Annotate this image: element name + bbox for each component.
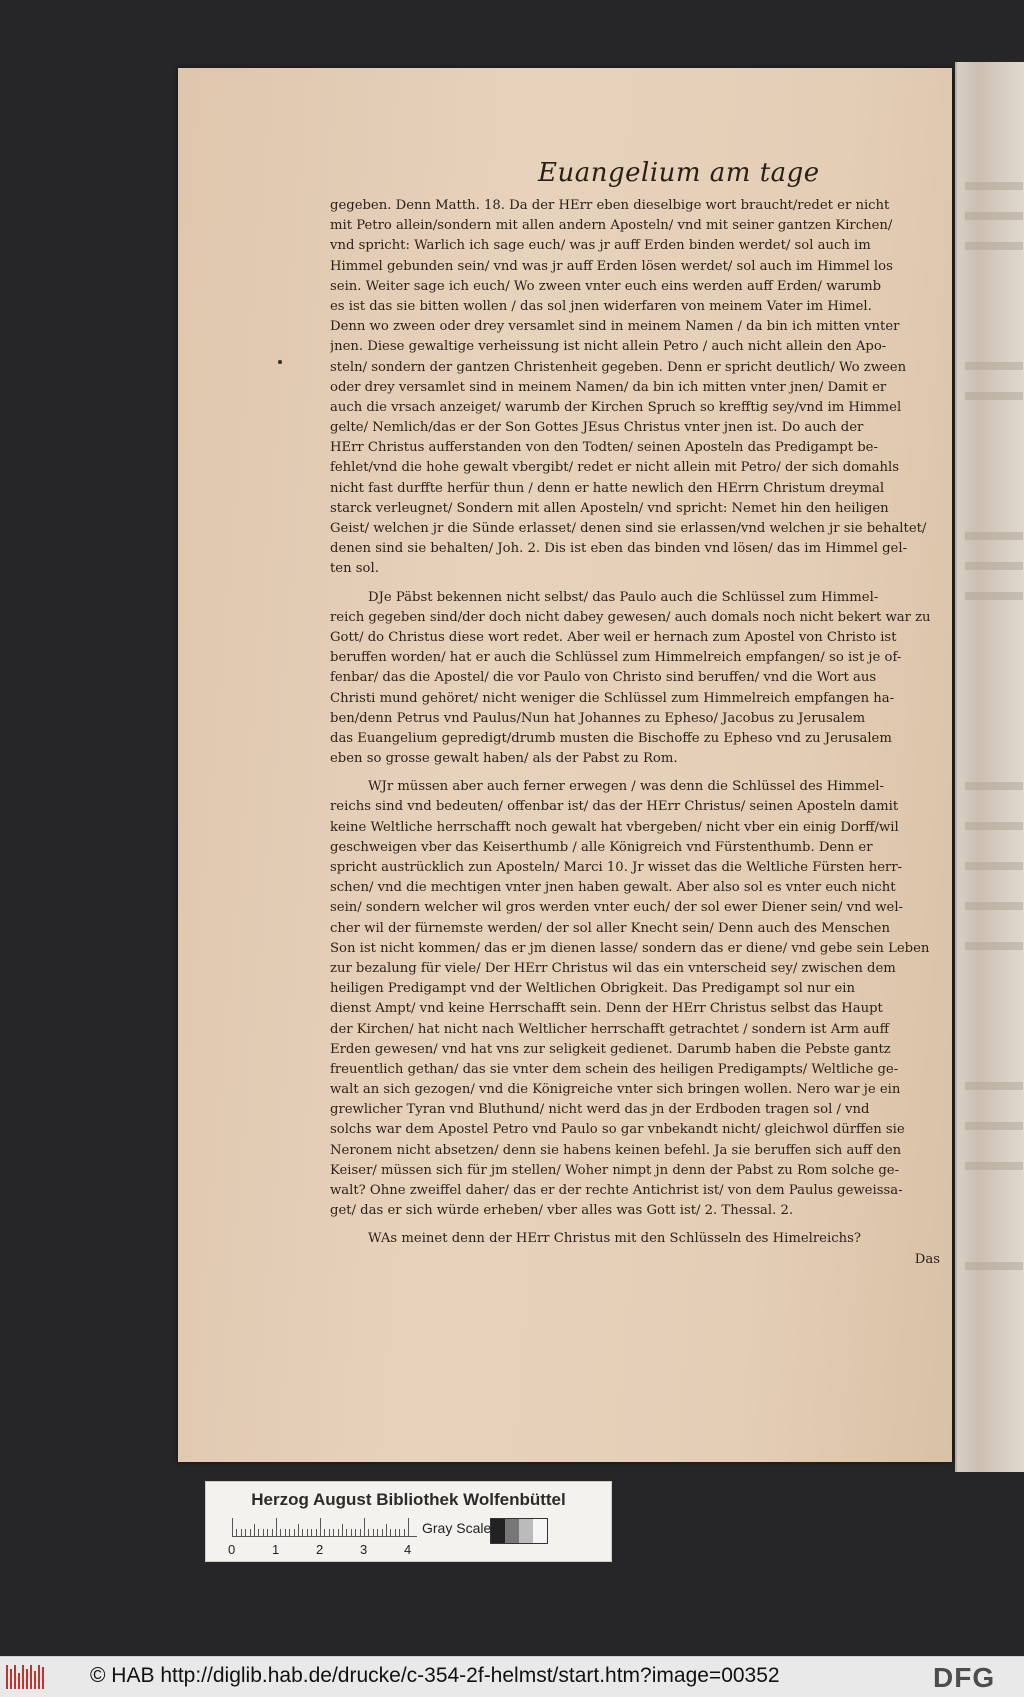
- ruler-number: 1: [272, 1542, 280, 1557]
- text-line: oder drey versamlet sind in meinem Namen/ da bin ich mitten vnter jnen/ Damit er: [330, 379, 887, 395]
- text-line: reichs sind vnd bedeuten/ offenbar ist/ das der HErr Christus/ seinen Aposteln damit: [330, 799, 899, 815]
- ruler-number: 2: [316, 1542, 324, 1557]
- ruler-tick: [311, 1529, 312, 1536]
- text-line: das Euangelium gepredigt/drumb musten die Bischoffe zu Epheso vnd zu Jerusalem: [330, 730, 892, 746]
- ruler-tick: [232, 1518, 233, 1536]
- ruler-tick: [254, 1524, 255, 1536]
- book-page: [178, 68, 952, 1462]
- ruler-number: 0: [228, 1542, 236, 1557]
- text-line: grewlicher Tyran vnd Bluthund/ nicht werd das jn der Erdboden tragen sol / vnd: [330, 1102, 870, 1118]
- ruler-tick: [307, 1529, 308, 1536]
- text-line: gelte/ Nemlich/das er der Son Gottes JEsus Christus vnter jnen ist. Do auch der: [330, 420, 864, 436]
- ruler-tick: [399, 1529, 400, 1536]
- ruler-tick: [324, 1529, 325, 1536]
- text-line: zur bezalung für viele/ Der HErr Christus wil das ein vnterscheid sey/ zwischen dem: [330, 960, 896, 976]
- text-line: mit Petro allein/sondern mit allen andern Aposteln/ vnd mit seiner gantzen Kirchen/: [330, 218, 893, 234]
- gray-swatch: [533, 1519, 547, 1543]
- ruler-tick: [368, 1529, 369, 1536]
- ruler-tick: [298, 1524, 299, 1536]
- ruler-tick: [289, 1529, 290, 1536]
- text-line: ten sol.: [330, 561, 379, 577]
- text-line: Son ist nicht kommen/ das er jm dienen lasse/ sondern das er diene/ vnd gebe sein Leben: [330, 940, 930, 956]
- text-line: Himmel gebunden sein/ vnd was jr auff Erden lösen werdet/ sol auch im Himmel los: [330, 258, 893, 274]
- ruler-tick: [280, 1529, 281, 1536]
- text-line: cher wil der fürnemste werden/ der sol aller Knecht sein/ Denn auch des Menschen: [330, 920, 890, 936]
- library-name: Herzog August Bibliothek Wolfenbüttel: [251, 1490, 566, 1509]
- gray-swatch: [519, 1519, 533, 1543]
- text-line: heiligen Predigampt vnd der Weltlichen Obrigkeit. Das Predigampt sol nur ein: [330, 981, 855, 997]
- text-line: Gott/ do Christus diese wort redet. Aber weil er hernach zum Apostel von Christo ist: [330, 629, 897, 645]
- text-line: beruffen worden/ hat er auch die Schlüssel zum Himmelreich empfangen/ so ist je of-: [330, 650, 902, 666]
- ruler-tick: [272, 1529, 273, 1536]
- paragraph-gap: [330, 580, 940, 588]
- text-line: es ist das sie bitten wollen / das sol jnen widerfaren von meinem Vater im Himel.: [330, 298, 872, 314]
- gray-swatch: [491, 1519, 505, 1543]
- ruler-number: 3: [360, 1542, 368, 1557]
- ruler-tick: [294, 1529, 295, 1536]
- ruler-tick: [404, 1529, 405, 1536]
- ruler-tick: [360, 1529, 361, 1536]
- text-line: freuentlich gethan/ das sie vnter dem schein des heiligen Predigampts/ Weltliche ge-: [330, 1061, 899, 1077]
- text-line: spricht austrücklich zun Aposteln/ Marci 10. Jr wisset das die Weltliche Fürsten herr-: [330, 860, 903, 875]
- ruler-tick: [236, 1529, 237, 1536]
- ruler-tick: [333, 1529, 334, 1536]
- text-line: eben so grosse gewalt haben/ als der Pabst zu Rom.: [330, 751, 678, 767]
- text-line: starck verleugnet/ Sondern mit allen Aposteln/ vnd spricht: Nemet hin den heiligen: [330, 500, 889, 516]
- text-line: schen/ vnd die mechtigen vnter jnen haben gewalt. Aber also sol es vnter euch nicht: [330, 880, 896, 896]
- text-line: Denn wo zween oder drey versamlet sind in meinem Namen / da bin ich mitten vnter: [330, 319, 900, 335]
- text-line: walt an sich gezogen/ vnd die Königreiche vnter sich bringen wollen. Nero war je ein: [330, 1082, 901, 1098]
- text-line: geschweigen vber das Keiserthumb / alle Königreich vnd Fürstenthumb. Denn er: [330, 839, 873, 855]
- ruler-tick: [342, 1524, 343, 1536]
- catchword: Das: [914, 1251, 940, 1267]
- text-line: DJe Päbst bekennen nicht selbst/ das Paulo auch die Schlüssel zum Himmel-: [368, 589, 879, 605]
- text-line: denen sind sie behalten/ Joh. 2. Dis ist eben das binden vnd lösen/ das im Himmel gel-: [330, 541, 908, 557]
- text-line: solchs war dem Apostel Petro vnd Paulo so gar vnbekandt nicht/ gleichwol dürffen sie: [330, 1122, 905, 1138]
- text-line: fenbar/ das die Apostel/ die vor Paulo von Christo sind beruffen/ vnd die Wort aus: [330, 670, 877, 686]
- text-line: nicht fast durffte herfür thun / denn er hatte newlich den HErrn Christum dreymal: [330, 480, 885, 496]
- scale-ruler: [232, 1518, 417, 1537]
- ruler-tick: [285, 1529, 286, 1536]
- ruler-tick: [373, 1529, 374, 1536]
- color-target: [205, 1481, 612, 1562]
- text-line: keine Weltliche herrschafft noch gewalt hat vbergeben/ nicht vber ein einig Dorff/wil: [330, 819, 899, 835]
- ruler-tick: [346, 1529, 347, 1536]
- footer-bar: [0, 1656, 1024, 1697]
- ruler-tick: [377, 1529, 378, 1536]
- text-line: Neronem nicht absetzen/ denn sie habens keinen befehl. Ja sie beruffen sich auff den: [330, 1142, 902, 1158]
- ruler-tick: [316, 1529, 317, 1536]
- gray-scale-label: Gray Scale: [422, 1520, 492, 1536]
- text-line: reich gegeben sind/der doch nicht dabey gewesen/ auch domals noch nicht bekert war zu: [330, 609, 931, 625]
- adjacent-page-edge: [955, 62, 1024, 1472]
- page-header: Euangelium am tage: [538, 158, 820, 188]
- text-line: sein. Weiter sage ich euch/ Wo zween vnter euch eins werden auff Erden/ warumb: [330, 278, 882, 294]
- ruler-number: 4: [404, 1542, 412, 1557]
- ruler-tick: [351, 1529, 352, 1536]
- text-line: dienst Ampt/ vnd keine Herrschafft sein. Denn der HErr Christus selbst das Haupt: [330, 1001, 883, 1017]
- ruler-tick: [302, 1529, 303, 1536]
- gray-swatch: [505, 1519, 519, 1543]
- paragraph-gap: [330, 1221, 940, 1229]
- ruler-tick: [382, 1529, 383, 1536]
- text-line: ben/denn Petrus vnd Paulus/Nun hat Johannes zu Epheso/ Jacobus zu Jerusalem: [330, 710, 866, 726]
- text-line: vnd spricht: Warlich ich sage euch/ was jr auff Erden binden werdet/ sol auch im: [330, 238, 871, 254]
- text-line: Erden gewesen/ vnd hat vns zur seligkeit gedienet. Darumb haben die Pebste gantz: [330, 1041, 891, 1057]
- text-line: sein/ sondern welcher wil gros werden vnter euch/ der sol ewer Diener sein/ vnd wel-: [330, 900, 903, 916]
- margin-mark: [278, 360, 282, 364]
- ruler-tick: [276, 1518, 277, 1536]
- text-line: fehlet/vnd die hohe gewalt vbergibt/ redet er nicht allein mit Petro/ der sich domahls: [330, 460, 899, 476]
- text-line: gegeben. Denn Matth. 18. Da der HErr eben dieselbige wort braucht/redet er nicht: [330, 198, 890, 213]
- ruler-tick: [241, 1529, 242, 1536]
- text-line: Christi mund gehöret/ nicht weniger die Schlüssel zum Himmelreich empfangen ha-: [330, 690, 895, 706]
- text-line: Keiser/ müssen sich für jm stellen/ Woher nimpt jn denn der Pabst zu Rom solche ge-: [330, 1162, 900, 1178]
- ruler-tick: [355, 1529, 356, 1536]
- ruler-tick: [386, 1524, 387, 1536]
- ruler-tick: [395, 1529, 396, 1536]
- source-url[interactable]: © HAB http://diglib.hab.de/drucke/c-354-2f-helmst/start.htm?image=00352: [90, 1664, 780, 1687]
- text-line: jnen. Diese gewaltige verheissung ist nicht allein Petro / auch nicht allein den Apo-: [330, 339, 887, 355]
- page-text: [330, 196, 940, 1270]
- text-line: HErr Christus aufferstanden von den Todten/ seinen Aposteln das Predigampt be-: [330, 440, 878, 456]
- text-line: walt? Ohne zweiffel daher/ das er der rechte Antichrist ist/ von dem Paulus geweissa-: [330, 1183, 903, 1198]
- ruler-tick: [390, 1529, 391, 1536]
- text-line: auch die vrsach anzeiget/ warumb der Kirchen Spruch so krefftig sey/vnd im Himmel: [330, 399, 902, 415]
- text-line: WJr müssen aber auch ferner erwegen / was denn die Schlüssel des Himmel-: [368, 779, 884, 795]
- ruler-tick: [408, 1518, 409, 1536]
- text-line: der Kirchen/ hat nicht nach Weltlicher herrschafft getrachtet / sondern ist Arm auff: [330, 1021, 889, 1037]
- text-line: Geist/ welchen jr die Sünde erlasset/ denen sind sie erlassen/vnd welchen jr sie behaltet/: [330, 521, 927, 536]
- ruler-tick: [320, 1518, 321, 1536]
- ruler-tick: [245, 1529, 246, 1536]
- text-line: steln/ sondern der gantzen Christenheit gegeben. Denn er spricht deutlich/ Wo zween: [330, 359, 907, 375]
- text-line: WAs meinet denn der HErr Christus mit den Schlüsseln des Himelreichs?: [368, 1231, 861, 1247]
- ruler-tick: [364, 1518, 365, 1536]
- ruler-tick: [250, 1529, 251, 1536]
- dfg-logo: DFG: [933, 1662, 996, 1693]
- gray-scale-swatches: [490, 1518, 548, 1544]
- ruler-tick: [263, 1529, 264, 1536]
- paragraph-gap: [330, 769, 940, 777]
- text-line: get/ das er sich würde erheben/ vber alles was Gott ist/ 2. Thessal. 2.: [330, 1203, 794, 1219]
- hab-logo-icon: [6, 1665, 46, 1689]
- ruler-tick: [338, 1529, 339, 1536]
- ruler-tick: [267, 1529, 268, 1536]
- ruler-tick: [329, 1529, 330, 1536]
- ruler-tick: [258, 1529, 259, 1536]
